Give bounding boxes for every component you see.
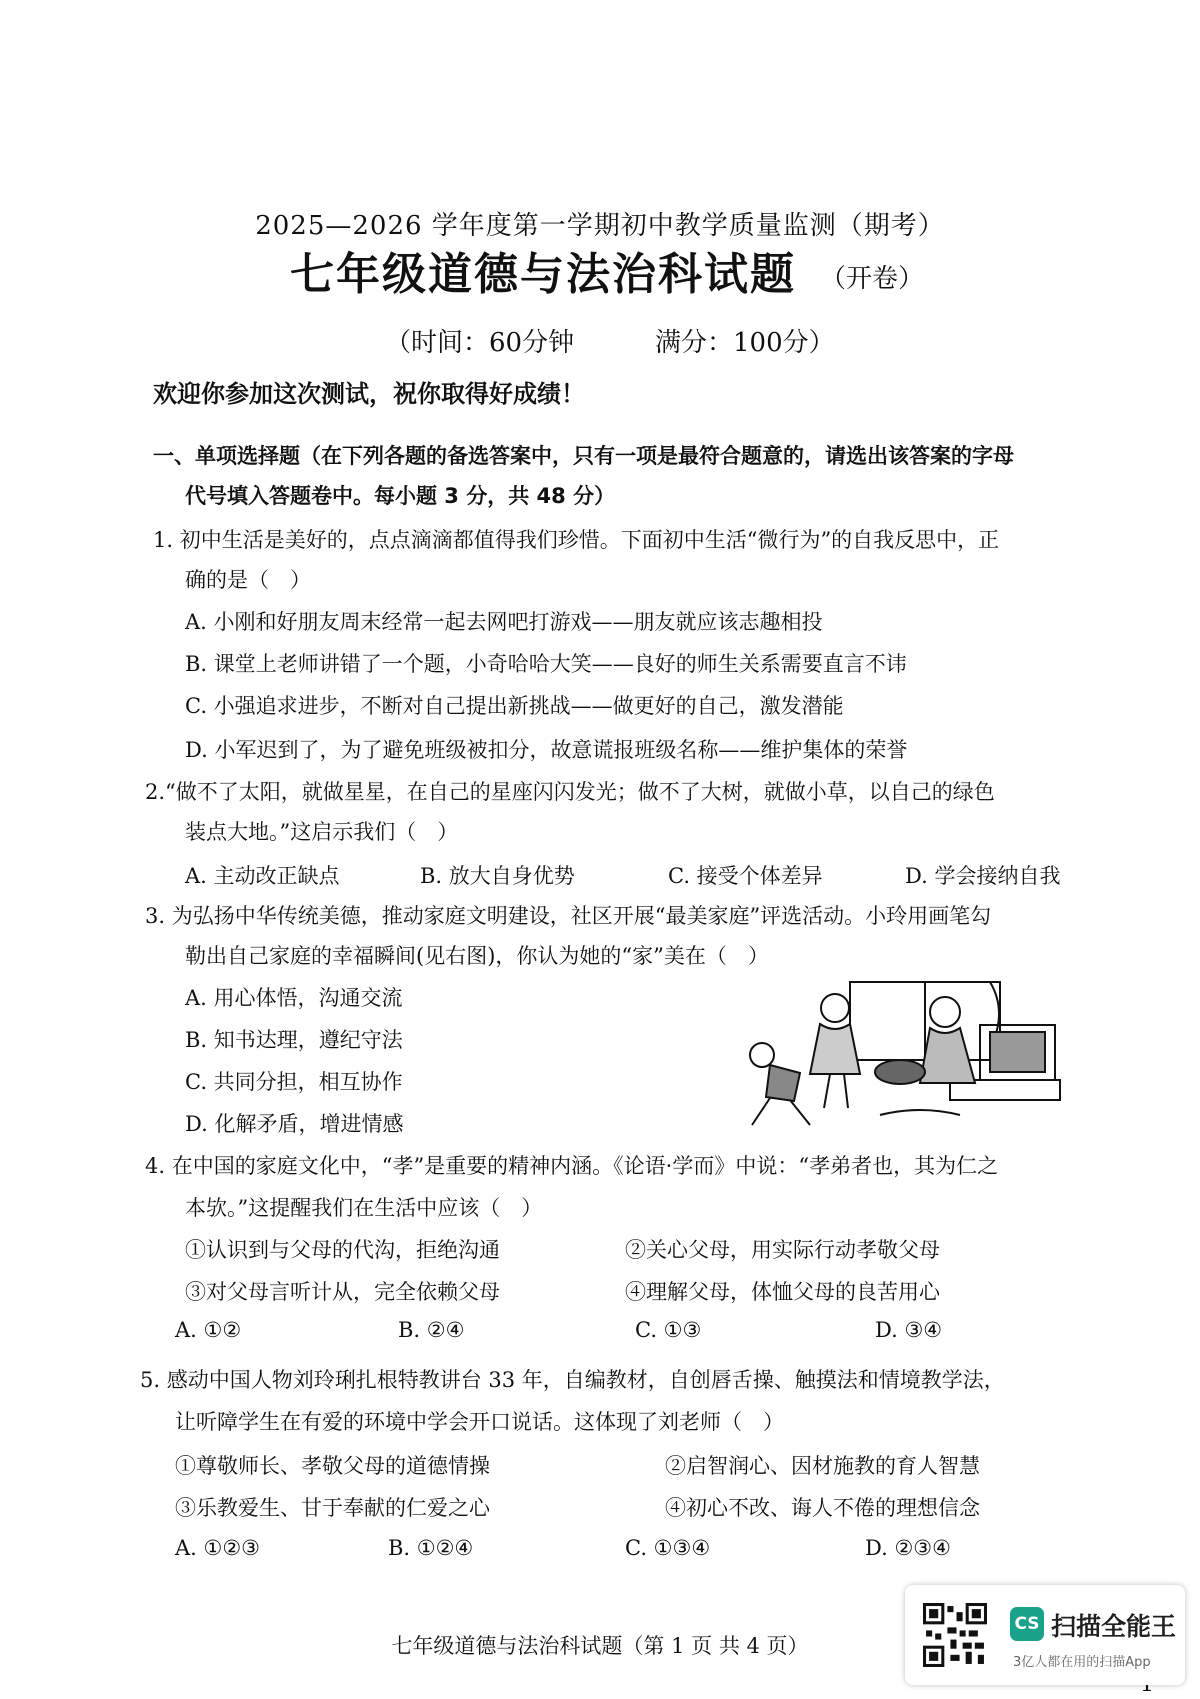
question-5-option-b: B. ①②④ — [388, 1536, 474, 1560]
question-1-stem: 1. 初中生活是美好的，点点滴滴都值得我们珍惜。下面初中生活“微行为”的自我反思中，正 — [153, 528, 1000, 552]
question-5-option-c: C. ①③④ — [625, 1536, 711, 1560]
question-3-option-b: B. 知书达理，遵纪守法 — [185, 1028, 403, 1052]
scanner-watermark — [905, 1585, 1185, 1685]
question-5-stem-cont: 让听障学生在有爱的环境中学会开口说话。这体现了刘老师（ ） — [175, 1410, 784, 1434]
question-4-statement-2: ②关心父母，用实际行动孝敬父母 — [625, 1238, 940, 1262]
family-illustration — [740, 980, 1070, 1130]
question-5-option-d: D. ②③④ — [865, 1536, 951, 1560]
question-3-option-a: A. 用心体悟，沟通交流 — [185, 986, 403, 1010]
question-2-stem-cont: 装点大地。”这启示我们（ ） — [185, 820, 459, 844]
question-5-statement-3: ③乐教爱生、甘于奉献的仁爱之心 — [175, 1496, 490, 1520]
welcome-text: 欢迎你参加这次测试，祝你取得好成绩！ — [153, 380, 585, 408]
question-1-option-b: B. 课堂上老师讲错了一个题，小奇哈哈大笑——良好的师生关系需要直言不讳 — [185, 652, 907, 676]
question-2-option-c: C. 接受个体差异 — [668, 864, 823, 888]
exam-title: 七年级道德与法治科试题 — [290, 249, 796, 300]
question-2-option-a: A. 主动改正缺点 — [185, 864, 340, 888]
question-2-option-b: B. 放大自身优势 — [420, 864, 575, 888]
question-1-option-c: C. 小强追求进步，不断对自己提出新挑战——做更好的自己，激发潜能 — [185, 694, 844, 718]
question-1-option-d: D. 小军迟到了，为了避免班级被扣分，故意谎报班级名称——维护集体的荣誉 — [185, 738, 908, 762]
camscanner-logo-icon: CS — [1010, 1607, 1044, 1641]
question-4-option-b: B. ②④ — [398, 1318, 465, 1342]
question-5-statement-2: ②启智润心、因材施教的育人智慧 — [665, 1454, 980, 1478]
question-5-statement-4: ④初心不改、诲人不倦的理想信念 — [665, 1496, 980, 1520]
question-3-stem: 3. 为弘扬中华传统美德，推动家庭文明建设，社区开展“最美家庭”评选活动。小玲用画笔勾 — [145, 904, 992, 928]
exam-term-line: 2025—2026 学年度第一学期初中教学质量监测（期考） — [255, 211, 945, 241]
qr-code-icon — [923, 1603, 987, 1667]
question-4-stem: 4. 在中国的家庭文化中，“孝”是重要的精神内涵。《论语·学而》中说：“孝弟者也，其为仁之 — [145, 1154, 999, 1178]
exam-time: （时间：60分钟 — [385, 328, 575, 358]
camscanner-name: 扫描全能王 — [1051, 1612, 1177, 1641]
question-2-stem: 2.“做不了太阳，就做星星，在自己的星座闪闪发光；做不了大树，就做小草，以自己的绿色 — [145, 780, 995, 804]
question-4-option-c: C. ①③ — [635, 1318, 702, 1342]
question-5-statement-1: ①尊敬师长、孝敬父母的道德情操 — [175, 1454, 490, 1478]
question-4-statement-4: ④理解父母，体恤父母的良苦用心 — [625, 1280, 940, 1304]
exam-title-note: （开卷） — [820, 264, 925, 294]
section-title-cont: 代号填入答题卷中。每小题 3 分，共 48 分） — [185, 484, 616, 508]
question-4-option-a: A. ①② — [175, 1318, 242, 1342]
section-title: 一、单项选择题（在下列各题的备选答案中，只有一项是最符合题意的，请选出该答案的字母 — [153, 444, 1014, 468]
camscanner-tagline: 3亿人都在用的扫描App — [1013, 1655, 1151, 1670]
question-1-stem-cont: 确的是（ ） — [185, 568, 311, 592]
question-3-option-c: C. 共同分担，相互协作 — [185, 1070, 403, 1094]
question-3-option-d: D. 化解矛盾，增进情感 — [185, 1112, 404, 1136]
question-2-option-d: D. 学会接纳自我 — [905, 864, 1061, 888]
question-4-statement-3: ③对父母言听计从，完全依赖父母 — [185, 1280, 500, 1304]
question-3-stem-cont: 勒出自己家庭的幸福瞬间(见右图)，你认为她的“家”美在（ ） — [185, 944, 769, 968]
question-4-option-d: D. ③④ — [875, 1318, 943, 1342]
question-4-statement-1: ①认识到与父母的代沟，拒绝沟通 — [185, 1238, 500, 1262]
exam-score: 满分：100分） — [655, 328, 835, 358]
question-5-stem: 5. 感动中国人物刘玲琍扎根特教讲台 33 年，自编教材，自创唇舌操、触摸法和情境教学法， — [140, 1368, 1005, 1392]
question-1-option-a: A. 小刚和好朋友周末经常一起去网吧打游戏——朋友就应该志趣相投 — [185, 610, 823, 634]
page-footer: 七年级道德与法治科试题（第 1 页 共 4 页） — [391, 1634, 809, 1658]
question-4-stem-cont: 本欤。”这提醒我们在生活中应该（ ） — [185, 1196, 543, 1220]
question-5-option-a: A. ①②③ — [175, 1536, 260, 1560]
